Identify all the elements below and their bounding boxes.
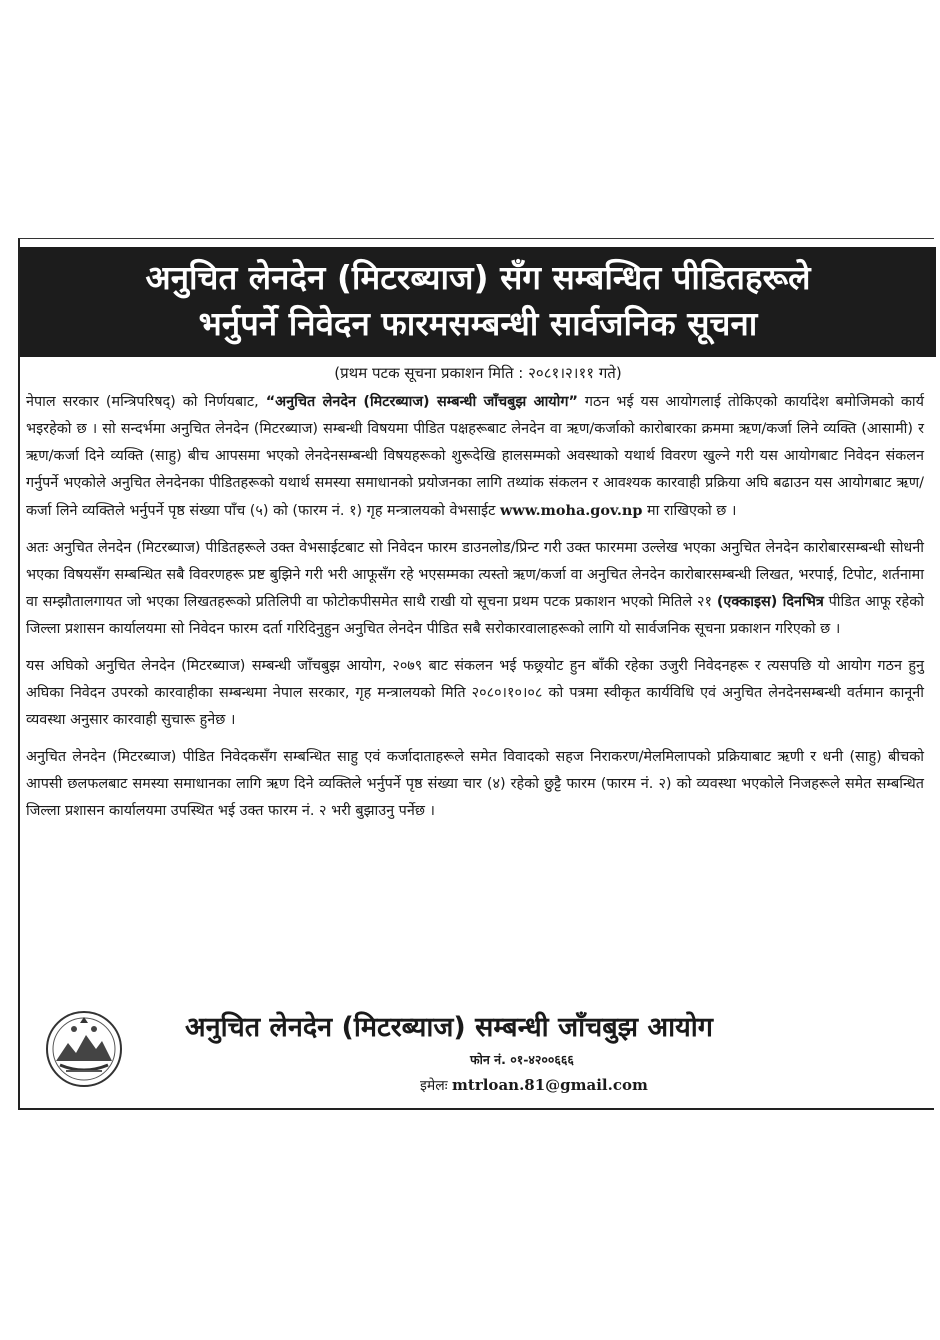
- notice-footer: [20, 1001, 936, 1111]
- public-notice: [18, 238, 934, 1110]
- commission-name: अनुचित लेनदेन (मिटरब्याज) सम्बन्धी जाँचबुझ आयोग: [185, 1012, 713, 1043]
- paragraph-2: [26, 535, 924, 643]
- paragraph-1-part-3: मा राखिएको छ ।: [642, 503, 737, 519]
- website-link: www.moha.gov.np: [499, 502, 643, 519]
- paragraph-1-part-1: नेपाल सरकार (मन्त्रिपरिषद्) को निर्णयबाट,: [26, 394, 266, 410]
- notice-body: [26, 389, 924, 835]
- phone-label: फोन नं.: [470, 1052, 506, 1067]
- commission-name-inline: “अनुचित लेनदेन (मिटरब्याज) सम्बन्धी जाँचबुझ आयोग”: [265, 394, 578, 410]
- paragraph-4: अनुचित लेनदेन (मिटरब्याज) पीडित निवेदकसँग सम्बन्धित साहु एवं कर्जादाताहरूले समेत विवादको सहज निराकरण/मेलमिलापको प्रक्रियाबाट ऋणी र धनी (साहु) बीचको आपसी छलफलबाट समस्या समाधानका लागि ऋण दिने व्यक्तिले भर्नुपर्ने पृष्ठ संख्या चार (४) रहेको छुट्टै फारम (फारम नं. २) को व्यवस्था भएकोले निजहरूले समेत सम्बन्धित जिल्ला प्रशासन कार्यालयमा उपस्थित भई उक्त फारम नं. २ भरी बुझाउनु पर्नेछ ।: [26, 749, 924, 819]
- phone-value: ०१-४२००६६६: [510, 1052, 574, 1067]
- email-address: [420, 1075, 648, 1096]
- notice-title-band: [20, 247, 936, 357]
- paragraph-2-part-2: पीडित आफू रहेको जिल्ला प्रशासन कार्यालयमा सो निवेदन फारम दर्ता गरिदिनुहुन अनुचित लेनदेन पीडित सबै सरोकारवालाहरूको लागि यो सार्वजनिक सूचना प्रकाशन गरिएको छ ।: [26, 594, 924, 637]
- notice-title-line-2: भर्नुपर्ने निवेदन फारमसम्बन्धी सार्वजनिक सूचना: [198, 304, 758, 343]
- email-value: mtrloan.81@gmail.com: [452, 1076, 648, 1094]
- publication-date: (प्रथम पटक सूचना प्रकाशन मिति : २०८१।२।११ गते): [334, 364, 622, 382]
- paragraph-1-part-2: गठन भई यस आयोगलाई तोकिएको कार्यादेश बमोजिमको कार्य भइरहेको छ । सो सन्दर्भमा अनुचित लेनदेन (मिटरब्याज) सम्बन्धी विषयमा पीडित पक्षहरूबाट लेनदेन वा ऋण/कर्जाको कारोबारका क्रममा ऋण/कर्जा लिने व्यक्ति (आसामी) र ऋण/कर्जा दिने व्यक्ति (साहु) बीच आपसमा भएको लेनदेनसम्बन्धी विषयहरूको शुरूदेखि हालसम्मको अवस्थाको यथार्थ विवरण खुल्ने गरी यस आयोगबाट निवेदन संकलन गर्नुपर्ने भएकोले अनुचित लेनदेनका पीडितहरूको यथार्थ समस्या समाधानको प्रयोजनका लागि तथ्यांक संकलन र आवश्यक कारवाही प्रक्रिया अघि बढाउन यस आयोगबाट ऋण/कर्जा लिने व्यक्तिले भर्नुपर्ने पृष्ठ संख्या पाँच (५) को (फारम नं. १) गृह मन्त्रालयको वेभसाईट: [26, 394, 924, 519]
- deadline-text: (एक्काइस) दिनभित्र: [716, 594, 824, 610]
- nepal-government-emblem-icon: [44, 1009, 124, 1089]
- paragraph-2-part-1: अतः अनुचित लेनदेन (मिटरब्याज) पीडितहरूले उक्त वेभसाईटबाट सो निवेदन फारम डाउनलोड/प्रिन्ट गरी उक्त फारममा उल्लेख भएका अनुचित लेनदेन कारोबारसम्बन्धी सोधनी भएका विषयसँग सम्बन्धित सबै विवरणहरू प्रष्ट बुझिने गरी भरी आफूसँग रहे भएसम्मका त्यस्तो ऋण/कर्जा वा अनुचित लेनदेन कारोबारसम्बन्धी लिखत, भरपाई, टिपोट, शर्तनामा वा सम्झौतालगायत जो भएका लिखतहरूको प्रतिलिपी वा फोटोकपीसमेत साथै राखी यो सूचना प्रथम पटक प्रकाशन भएको मितिले २१: [26, 540, 924, 610]
- notice-title-line-1: अनुचित लेनदेन (मिटरब्याज) सँग सम्बन्धित पीडितहरूले: [145, 258, 811, 297]
- paragraph-1: [26, 389, 924, 525]
- paragraph-3: यस अघिको अनुचित लेनदेन (मिटरब्याज) सम्बन्धी जाँचबुझ आयोग, २०७९ बाट संकलन भई फछ्र्योट हुन बाँकी रहेका उजुरी निवेदनहरू र त्यसपछि यो आयोग गठन हुनु अघिका निवेदन उपरको कारवाहीका सम्बन्धमा नेपाल सरकार, गृह मन्त्रालयको मिति २०८०।१०।०८ को पत्रमा स्वीकृत कार्यविधि एवं अनुचित लेनदेनसम्बन्धी वर्तमान कानूनी व्यवस्था अनुसार कारवाही सुचारू हुनेछ ।: [26, 658, 924, 728]
- phone-number: [470, 1051, 574, 1069]
- email-label: इमेलः: [420, 1078, 448, 1094]
